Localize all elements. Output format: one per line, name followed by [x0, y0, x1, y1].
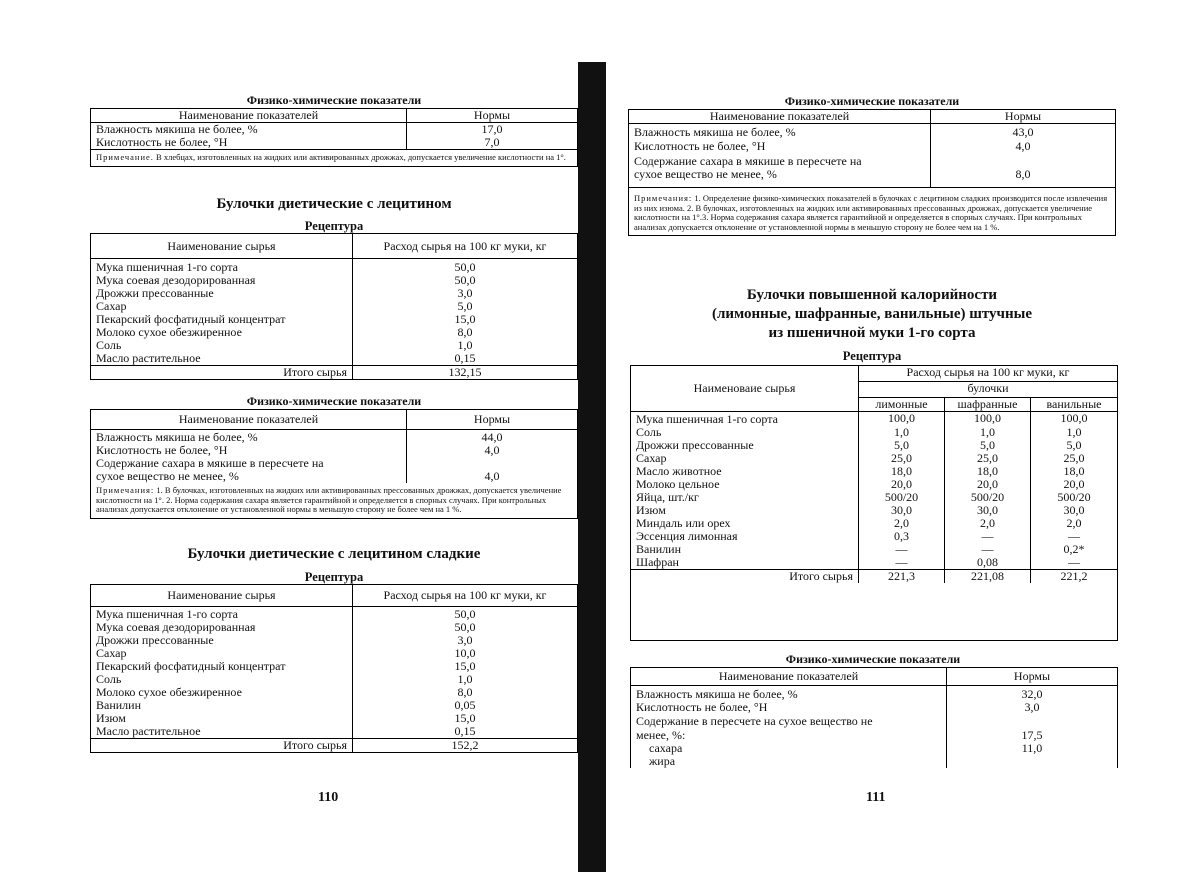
table-row: Ванилин 0,05 — [91, 699, 578, 712]
left-phys2-table — [90, 409, 578, 519]
table-row: Влажность мякиша не более, % 44,0 — [91, 430, 578, 445]
col-header-indicator: Наименование показателей — [629, 110, 931, 124]
table-row: Пекарский фосфатидный концентрат 15,0 — [91, 660, 578, 673]
col-header-indicator: Наименование показателей — [631, 668, 947, 686]
col-header-norm: Нормы — [947, 668, 1118, 686]
table-row: Кислотность не более, °Н 7,0 — [91, 136, 578, 150]
left-recipe1-label: Рецептура — [304, 219, 364, 233]
table-row: сухое вещество не менее, % 4,0 — [91, 470, 578, 483]
col-header-usage: Расход сырья на 100 кг муки, кг — [353, 234, 578, 259]
table-row: Масло растительное 0,15 — [91, 352, 578, 366]
right-recipe-table — [630, 365, 1118, 641]
total-row: Итого сырья 152,2 — [91, 739, 578, 753]
table-row: Мука пшеничная 1-го сорта 50,0 — [91, 259, 578, 275]
table-row: Дрожжи прессованные 3,0 — [91, 634, 578, 647]
left-phys2-title: Физико-химические показатели — [246, 394, 422, 408]
table-row: сухое вещество не менее, % 8,0 — [629, 168, 1116, 188]
col-header-usage: Расход сырья на 100 кг муки, кг — [353, 585, 578, 607]
table-row: Дрожжи прессованные 5,0 5,0 5,0 — [631, 439, 1118, 452]
table-note: Примечания: 1. В булочках, изготовленных на жидких или активированных прессованных дрожжах, допускается увеличение кислотности на 1°. 2. Норма содержания сахара является гарантийной и определяется в спорных случаях. При контрольных анализах допускается отклонение от установленной нормы в меньшую сторону не более чем на 1 %. — [96, 485, 562, 515]
table-row: Сахар 10,0 — [91, 647, 578, 660]
table-row: Влажность мякиша не более, % 43,0 — [629, 124, 1116, 140]
right-recipe-heading-line2: (лимонные, шафранные, ванильные) штучные — [711, 306, 1033, 322]
left-recipe2-heading: Булочки диетические с лецитином сладкие — [187, 546, 481, 562]
table-row: сахара 11,0 — [631, 742, 1118, 755]
col-header-norm: Нормы — [407, 109, 578, 123]
table-row: Кислотность не более, °Н 4,0 — [629, 139, 1116, 153]
left-recipe1-table — [90, 233, 578, 380]
table-row: Влажность мякиша не более, % 32,0 — [631, 686, 1118, 702]
table-row: Кислотность не более, °Н 4,0 — [91, 444, 578, 457]
table-row: Содержание сахара в мякише в пересчете на — [91, 457, 578, 470]
right-recipe-heading-line3: из пшеничной муки 1-го сорта — [768, 325, 976, 341]
page-number-left: 110 — [318, 790, 339, 805]
col-header-usage: Расход сырья на 100 кг муки, кг — [859, 366, 1118, 382]
table-note: Примечания: 1. Определение физико-химических показателей в булочках с лецитином сладких производится после извлечения из них изюма. 2. В булочках, изготовленных на жидких или активированных прессованных дрожжах, допускается увеличение кислотности на 1°.3. Норма содержания сахара является гарантийной и определяется в спорных случаях. При контрольных анализах допускается отклонение от установленной нормы в меньшую сторону не более чем на 1 %. — [629, 188, 1116, 236]
table-row: жира — [631, 755, 1118, 768]
table-row: Миндаль или орех 2,0 2,0 2,0 — [631, 517, 1118, 530]
table-row: Яйца, шт./кг 500/20 500/20 500/20 — [631, 491, 1118, 504]
table-row: Ванилин — — 0,2* — [631, 543, 1118, 556]
table-row: Молоко цельное 20,0 20,0 20,0 — [631, 478, 1118, 491]
left-recipe2-label: Рецептура — [304, 570, 364, 584]
table-row: Сахар 25,0 25,0 25,0 — [631, 452, 1118, 465]
table-row: Дрожжи прессованные 3,0 — [91, 287, 578, 300]
table-row: Кислотность не более, °Н 3,0 — [631, 701, 1118, 714]
table-row: Мука соевая дезодорированная 50,0 — [91, 274, 578, 287]
total-row: Итого сырья 132,15 — [91, 366, 578, 380]
col-header-norm: Нормы — [931, 110, 1116, 124]
col-header-ingredient: Наименование сырья — [91, 585, 353, 607]
table-row: менее, %: 17,5 — [631, 728, 1118, 742]
col-header-ingredient: Наименование сырья — [91, 234, 353, 259]
col-header-vanilla: ванильные — [1031, 398, 1118, 412]
left-phys1-title: Физико-химические показатели — [246, 93, 422, 107]
table-row: Сахар 5,0 — [91, 300, 578, 313]
table-row: Мука пшеничная 1-го сорта 50,0 — [91, 607, 578, 622]
table-row: Шафран — 0,08 — — [631, 556, 1118, 570]
right-phys2-table — [630, 667, 1118, 768]
table-row: Масло растительное 0,15 — [91, 725, 578, 739]
left-recipe2-table — [90, 584, 578, 753]
col-header-ingredient: Наименоваие сырья — [631, 366, 859, 412]
right-recipe-heading-line1: Булочки повышенной калорийности — [746, 287, 998, 303]
page-number-right: 111 — [866, 790, 886, 805]
table-row: Мука пшеничная 1-го сорта 100,0 100,0 100,0 — [631, 412, 1118, 427]
col-header-indicator: Наименование показателей — [91, 410, 407, 430]
table-row: Молоко сухое обезжиренное 8,0 — [91, 686, 578, 699]
table-row: Соль 1,0 1,0 1,0 — [631, 426, 1118, 439]
right-phys2-title: Физико-химические показатели — [785, 652, 961, 666]
col-header-saffron: шафранные — [945, 398, 1031, 412]
table-row: Содержание сахара в мякише в пересчете на — [629, 153, 1116, 168]
book-spine-shadow — [578, 62, 606, 872]
table-note: Примечание. В хлебцах, изготовленных на жидких или активированных дрожжах, допускается увеличение кислотности на 1°. — [91, 150, 578, 167]
col-header-group: булочки — [859, 382, 1118, 398]
table-row: Содержание в пересчете на сухое вещество не — [631, 714, 1118, 728]
right-recipe-label: Рецептура — [842, 349, 902, 363]
table-row: Мука соевая дезодорированная 50,0 — [91, 621, 578, 634]
table-blank-area — [631, 583, 1118, 641]
table-row: Изюм 15,0 — [91, 712, 578, 725]
col-header-norm: Нормы — [407, 410, 578, 430]
left-phys1-table — [90, 108, 578, 167]
right-phys1-table — [628, 109, 1116, 236]
table-row: Соль 1,0 — [91, 339, 578, 352]
table-row: Молоко сухое обезжиренное 8,0 — [91, 326, 578, 339]
left-recipe1-heading: Булочки диетические с лецитином — [216, 196, 452, 212]
col-header-lemon: лимонные — [859, 398, 945, 412]
col-header-indicator: Наименование показателей — [91, 109, 407, 123]
table-row: Соль 1,0 — [91, 673, 578, 686]
table-row: Эссенция лимонная 0,3 — — — [631, 530, 1118, 543]
table-row: Пекарский фосфатидный концентрат 15,0 — [91, 313, 578, 326]
table-row: Изюм 30,0 30,0 30,0 — [631, 504, 1118, 517]
table-row: Влажность мякиша не более, % 17,0 — [91, 123, 578, 137]
table-row: Масло животное 18,0 18,0 18,0 — [631, 465, 1118, 478]
right-phys1-title: Физико-химические показатели — [784, 94, 960, 108]
total-row: Итого сырья 221,3 221,08 221,2 — [631, 570, 1118, 584]
